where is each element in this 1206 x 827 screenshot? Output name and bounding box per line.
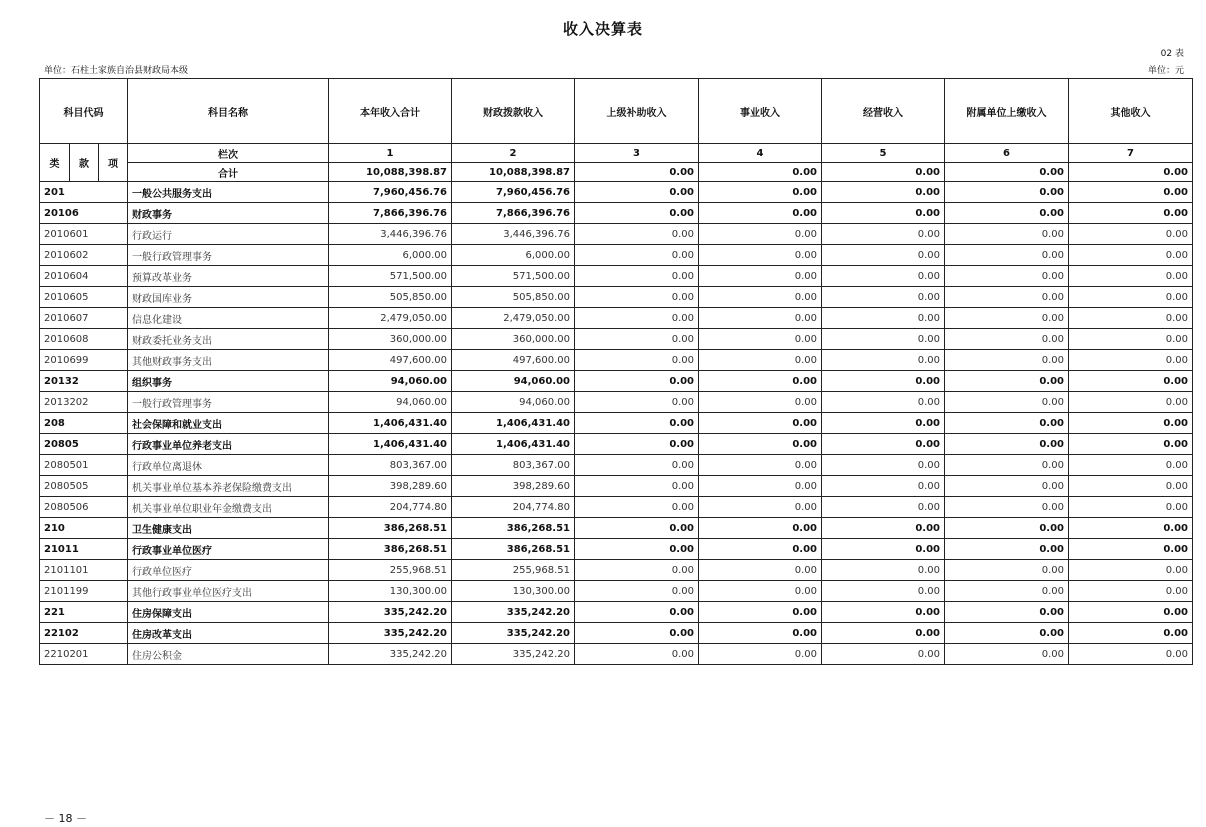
row-name: 行政单位医疗 <box>128 560 329 581</box>
table-body <box>40 182 1193 665</box>
row-value-4: 0.00 <box>699 203 822 224</box>
row-value-4: 0.00 <box>699 413 822 434</box>
table-row <box>40 455 1193 476</box>
row-code: 20805 <box>40 434 128 455</box>
unit-currency: 单位：元 <box>1147 66 1184 76</box>
row-value-4: 0.00 <box>699 518 822 539</box>
row-value-7: 0.00 <box>1069 266 1193 287</box>
total-row <box>40 163 1193 182</box>
total-value-5: 0.00 <box>822 163 945 182</box>
row-value-1: 803,367.00 <box>329 455 452 476</box>
row-value-4: 0.00 <box>699 329 822 350</box>
row-value-2: 6,000.00 <box>452 245 575 266</box>
row-value-3: 0.00 <box>575 287 699 308</box>
row-value-3: 0.00 <box>575 497 699 518</box>
header-kuan: 款 <box>70 144 99 182</box>
row-value-4: 0.00 <box>699 560 822 581</box>
row-value-4: 0.00 <box>699 350 822 371</box>
header-lanci: 栏次 <box>128 144 329 163</box>
row-value-7: 0.00 <box>1069 560 1193 581</box>
total-value-2: 10,088,398.87 <box>452 163 575 182</box>
table-row <box>40 518 1193 539</box>
row-value-4: 0.00 <box>699 371 822 392</box>
table-row <box>40 350 1193 371</box>
row-name: 一般公共服务支出 <box>128 182 329 203</box>
row-value-3: 0.00 <box>575 581 699 602</box>
row-value-1: 505,850.00 <box>329 287 452 308</box>
table-row <box>40 287 1193 308</box>
row-value-3: 0.00 <box>575 476 699 497</box>
row-value-5: 0.00 <box>822 224 945 245</box>
row-value-5: 0.00 <box>822 371 945 392</box>
row-value-5: 0.00 <box>822 644 945 665</box>
row-value-5: 0.00 <box>822 308 945 329</box>
row-value-5: 0.00 <box>822 581 945 602</box>
row-value-7: 0.00 <box>1069 602 1193 623</box>
row-value-2: 7,960,456.76 <box>452 182 575 203</box>
column-number-1: 1 <box>329 144 452 163</box>
row-value-3: 0.00 <box>575 266 699 287</box>
row-name: 财政事务 <box>128 203 329 224</box>
row-value-2: 255,968.51 <box>452 560 575 581</box>
row-name: 信息化建设 <box>128 308 329 329</box>
row-value-2: 335,242.20 <box>452 602 575 623</box>
header-total-income: 本年收入合计 <box>329 79 452 144</box>
row-value-4: 0.00 <box>699 287 822 308</box>
table-row <box>40 476 1193 497</box>
total-value-7: 0.00 <box>1069 163 1193 182</box>
row-value-5: 0.00 <box>822 476 945 497</box>
row-value-1: 335,242.20 <box>329 623 452 644</box>
table-row <box>40 329 1193 350</box>
row-name: 卫生健康支出 <box>128 518 329 539</box>
row-value-5: 0.00 <box>822 455 945 476</box>
column-number-7: 7 <box>1069 144 1193 163</box>
row-name: 一般行政管理事务 <box>128 392 329 413</box>
row-value-3: 0.00 <box>575 224 699 245</box>
row-value-4: 0.00 <box>699 224 822 245</box>
row-value-4: 0.00 <box>699 581 822 602</box>
table-row <box>40 581 1193 602</box>
row-value-7: 0.00 <box>1069 539 1193 560</box>
row-value-3: 0.00 <box>575 245 699 266</box>
table-row <box>40 539 1193 560</box>
row-value-5: 0.00 <box>822 350 945 371</box>
total-value-6: 0.00 <box>945 163 1069 182</box>
header-other-income: 其他收入 <box>1069 79 1193 144</box>
row-value-4: 0.00 <box>699 476 822 497</box>
row-value-3: 0.00 <box>575 413 699 434</box>
row-value-2: 803,367.00 <box>452 455 575 476</box>
row-value-5: 0.00 <box>822 392 945 413</box>
row-value-3: 0.00 <box>575 644 699 665</box>
form-number: 02 表 <box>1160 49 1184 59</box>
row-name: 行政单位离退休 <box>128 455 329 476</box>
row-name: 财政委托业务支出 <box>128 329 329 350</box>
row-value-2: 2,479,050.00 <box>452 308 575 329</box>
row-value-6: 0.00 <box>945 644 1069 665</box>
row-value-1: 130,300.00 <box>329 581 452 602</box>
row-value-2: 497,600.00 <box>452 350 575 371</box>
row-value-4: 0.00 <box>699 182 822 203</box>
row-code: 2013202 <box>40 392 128 413</box>
header-affiliated-unit-income: 附属单位上缴收入 <box>945 79 1069 144</box>
row-value-2: 335,242.20 <box>452 623 575 644</box>
row-value-5: 0.00 <box>822 623 945 644</box>
row-value-4: 0.00 <box>699 497 822 518</box>
column-number-row <box>40 144 1193 163</box>
row-value-1: 1,406,431.40 <box>329 413 452 434</box>
row-value-6: 0.00 <box>945 539 1069 560</box>
row-value-4: 0.00 <box>699 266 822 287</box>
row-value-4: 0.00 <box>699 245 822 266</box>
row-name: 住房保障支出 <box>128 602 329 623</box>
row-value-6: 0.00 <box>945 182 1069 203</box>
row-code: 2101101 <box>40 560 128 581</box>
table-row <box>40 497 1193 518</box>
row-code: 2010607 <box>40 308 128 329</box>
row-value-1: 94,060.00 <box>329 392 452 413</box>
row-value-7: 0.00 <box>1069 434 1193 455</box>
column-number-6: 6 <box>945 144 1069 163</box>
header-fiscal-appropriation: 财政拨款收入 <box>452 79 575 144</box>
row-code: 2010602 <box>40 245 128 266</box>
row-value-7: 0.00 <box>1069 497 1193 518</box>
row-name: 财政国库业务 <box>128 287 329 308</box>
row-value-2: 94,060.00 <box>452 392 575 413</box>
row-value-5: 0.00 <box>822 434 945 455</box>
row-value-2: 398,289.60 <box>452 476 575 497</box>
header-operating-income: 经营收入 <box>822 79 945 144</box>
row-value-5: 0.00 <box>822 329 945 350</box>
row-value-3: 0.00 <box>575 623 699 644</box>
row-value-4: 0.00 <box>699 308 822 329</box>
row-value-5: 0.00 <box>822 560 945 581</box>
row-code: 2010601 <box>40 224 128 245</box>
row-code: 201 <box>40 182 128 203</box>
row-value-1: 335,242.20 <box>329 602 452 623</box>
table-row <box>40 266 1193 287</box>
row-code: 208 <box>40 413 128 434</box>
row-value-6: 0.00 <box>945 329 1069 350</box>
row-value-6: 0.00 <box>945 602 1069 623</box>
total-value-4: 0.00 <box>699 163 822 182</box>
row-name: 行政运行 <box>128 224 329 245</box>
row-code: 2101199 <box>40 581 128 602</box>
table-row <box>40 182 1193 203</box>
row-value-4: 0.00 <box>699 602 822 623</box>
row-value-5: 0.00 <box>822 287 945 308</box>
row-value-1: 386,268.51 <box>329 518 452 539</box>
row-name: 其他财政事务支出 <box>128 350 329 371</box>
page-title: 收入决算表 <box>562 20 643 38</box>
row-value-5: 0.00 <box>822 539 945 560</box>
row-value-6: 0.00 <box>945 350 1069 371</box>
row-value-1: 360,000.00 <box>329 329 452 350</box>
row-value-3: 0.00 <box>575 518 699 539</box>
row-code: 20106 <box>40 203 128 224</box>
row-name: 行政事业单位养老支出 <box>128 434 329 455</box>
row-name: 机关事业单位基本养老保险缴费支出 <box>128 476 329 497</box>
row-value-1: 6,000.00 <box>329 245 452 266</box>
total-value-1: 10,088,398.87 <box>329 163 452 182</box>
row-code: 2080506 <box>40 497 128 518</box>
row-value-6: 0.00 <box>945 497 1069 518</box>
row-name: 组织事务 <box>128 371 329 392</box>
column-number-2: 2 <box>452 144 575 163</box>
column-number-3: 3 <box>575 144 699 163</box>
row-code: 2010604 <box>40 266 128 287</box>
page-number: － 18 － <box>44 812 87 825</box>
row-value-6: 0.00 <box>945 308 1069 329</box>
row-code: 221 <box>40 602 128 623</box>
unit-organization: 单位：石柱土家族自治县财政局本级 <box>44 66 189 76</box>
row-name: 行政事业单位医疗 <box>128 539 329 560</box>
row-value-3: 0.00 <box>575 434 699 455</box>
row-value-6: 0.00 <box>945 245 1069 266</box>
row-value-2: 386,268.51 <box>452 539 575 560</box>
row-value-6: 0.00 <box>945 518 1069 539</box>
row-value-1: 398,289.60 <box>329 476 452 497</box>
row-value-2: 3,446,396.76 <box>452 224 575 245</box>
row-value-7: 0.00 <box>1069 413 1193 434</box>
row-value-7: 0.00 <box>1069 329 1193 350</box>
row-value-1: 497,600.00 <box>329 350 452 371</box>
row-value-3: 0.00 <box>575 203 699 224</box>
row-value-4: 0.00 <box>699 623 822 644</box>
column-number-5: 5 <box>822 144 945 163</box>
row-value-2: 386,268.51 <box>452 518 575 539</box>
row-value-7: 0.00 <box>1069 245 1193 266</box>
table-row <box>40 644 1193 665</box>
row-code: 2210201 <box>40 644 128 665</box>
row-value-1: 3,446,396.76 <box>329 224 452 245</box>
row-value-7: 0.00 <box>1069 476 1193 497</box>
row-value-2: 505,850.00 <box>452 287 575 308</box>
row-value-7: 0.00 <box>1069 455 1193 476</box>
row-value-5: 0.00 <box>822 413 945 434</box>
row-value-1: 255,968.51 <box>329 560 452 581</box>
row-value-7: 0.00 <box>1069 623 1193 644</box>
row-value-1: 2,479,050.00 <box>329 308 452 329</box>
total-value-3: 0.00 <box>575 163 699 182</box>
row-value-7: 0.00 <box>1069 518 1193 539</box>
row-value-3: 0.00 <box>575 560 699 581</box>
row-value-5: 0.00 <box>822 518 945 539</box>
row-value-7: 0.00 <box>1069 392 1193 413</box>
row-value-7: 0.00 <box>1069 224 1193 245</box>
row-value-1: 94,060.00 <box>329 371 452 392</box>
header-lei: 类 <box>40 144 70 182</box>
row-name: 住房公积金 <box>128 644 329 665</box>
row-name: 社会保障和就业支出 <box>128 413 329 434</box>
row-value-7: 0.00 <box>1069 350 1193 371</box>
column-number-4: 4 <box>699 144 822 163</box>
row-value-7: 0.00 <box>1069 371 1193 392</box>
row-value-3: 0.00 <box>575 602 699 623</box>
table-row <box>40 413 1193 434</box>
row-value-4: 0.00 <box>699 644 822 665</box>
header-superior-subsidy: 上级补助收入 <box>575 79 699 144</box>
row-value-2: 1,406,431.40 <box>452 434 575 455</box>
row-value-6: 0.00 <box>945 476 1069 497</box>
table-row <box>40 602 1193 623</box>
row-value-5: 0.00 <box>822 497 945 518</box>
header-xiang: 项 <box>99 144 128 182</box>
row-value-5: 0.00 <box>822 266 945 287</box>
row-value-7: 0.00 <box>1069 581 1193 602</box>
row-value-1: 335,242.20 <box>329 644 452 665</box>
row-code: 2010608 <box>40 329 128 350</box>
row-value-2: 204,774.80 <box>452 497 575 518</box>
row-value-1: 204,774.80 <box>329 497 452 518</box>
row-value-1: 386,268.51 <box>329 539 452 560</box>
row-name: 机关事业单位职业年金缴费支出 <box>128 497 329 518</box>
row-value-6: 0.00 <box>945 203 1069 224</box>
row-code: 2080501 <box>40 455 128 476</box>
row-code: 20132 <box>40 371 128 392</box>
row-value-6: 0.00 <box>945 371 1069 392</box>
row-value-5: 0.00 <box>822 245 945 266</box>
row-value-1: 571,500.00 <box>329 266 452 287</box>
row-value-3: 0.00 <box>575 539 699 560</box>
row-value-3: 0.00 <box>575 392 699 413</box>
row-value-1: 7,960,456.76 <box>329 182 452 203</box>
row-name: 住房改革支出 <box>128 623 329 644</box>
row-value-6: 0.00 <box>945 455 1069 476</box>
header-business-income: 事业收入 <box>699 79 822 144</box>
row-value-5: 0.00 <box>822 182 945 203</box>
row-code: 2080505 <box>40 476 128 497</box>
row-value-2: 1,406,431.40 <box>452 413 575 434</box>
row-value-3: 0.00 <box>575 350 699 371</box>
total-label: 合计 <box>128 163 329 182</box>
row-value-2: 335,242.20 <box>452 644 575 665</box>
row-value-1: 7,866,396.76 <box>329 203 452 224</box>
header-code: 科目代码 <box>40 79 128 144</box>
row-value-2: 571,500.00 <box>452 266 575 287</box>
row-value-5: 0.00 <box>822 602 945 623</box>
table-row <box>40 245 1193 266</box>
row-code: 2010699 <box>40 350 128 371</box>
row-name: 其他行政事业单位医疗支出 <box>128 581 329 602</box>
row-value-3: 0.00 <box>575 455 699 476</box>
row-value-2: 130,300.00 <box>452 581 575 602</box>
row-name: 一般行政管理事务 <box>128 245 329 266</box>
row-code: 210 <box>40 518 128 539</box>
row-value-4: 0.00 <box>699 539 822 560</box>
row-code: 22102 <box>40 623 128 644</box>
table-row <box>40 371 1193 392</box>
row-value-5: 0.00 <box>822 203 945 224</box>
header-row <box>40 79 1193 144</box>
row-value-2: 360,000.00 <box>452 329 575 350</box>
row-code: 2010605 <box>40 287 128 308</box>
row-value-2: 94,060.00 <box>452 371 575 392</box>
row-value-1: 1,406,431.40 <box>329 434 452 455</box>
row-value-6: 0.00 <box>945 287 1069 308</box>
row-value-7: 0.00 <box>1069 308 1193 329</box>
row-value-6: 0.00 <box>945 623 1069 644</box>
row-value-6: 0.00 <box>945 392 1069 413</box>
row-value-3: 0.00 <box>575 308 699 329</box>
row-value-3: 0.00 <box>575 182 699 203</box>
row-value-6: 0.00 <box>945 434 1069 455</box>
table-row <box>40 308 1193 329</box>
row-value-3: 0.00 <box>575 329 699 350</box>
table-row <box>40 623 1193 644</box>
row-value-6: 0.00 <box>945 224 1069 245</box>
table-row <box>40 434 1193 455</box>
row-value-6: 0.00 <box>945 560 1069 581</box>
row-value-7: 0.00 <box>1069 287 1193 308</box>
row-value-3: 0.00 <box>575 371 699 392</box>
income-table <box>39 78 1193 665</box>
row-value-2: 7,866,396.76 <box>452 203 575 224</box>
row-value-4: 0.00 <box>699 392 822 413</box>
header-name: 科目名称 <box>128 79 329 144</box>
table-row <box>40 392 1193 413</box>
row-name: 预算改革业务 <box>128 266 329 287</box>
table-row <box>40 203 1193 224</box>
table-row <box>40 224 1193 245</box>
row-value-4: 0.00 <box>699 434 822 455</box>
row-value-7: 0.00 <box>1069 182 1193 203</box>
row-code: 21011 <box>40 539 128 560</box>
table-row <box>40 560 1193 581</box>
row-value-4: 0.00 <box>699 455 822 476</box>
row-value-6: 0.00 <box>945 581 1069 602</box>
row-value-7: 0.00 <box>1069 203 1193 224</box>
row-value-7: 0.00 <box>1069 644 1193 665</box>
row-value-6: 0.00 <box>945 266 1069 287</box>
row-value-6: 0.00 <box>945 413 1069 434</box>
